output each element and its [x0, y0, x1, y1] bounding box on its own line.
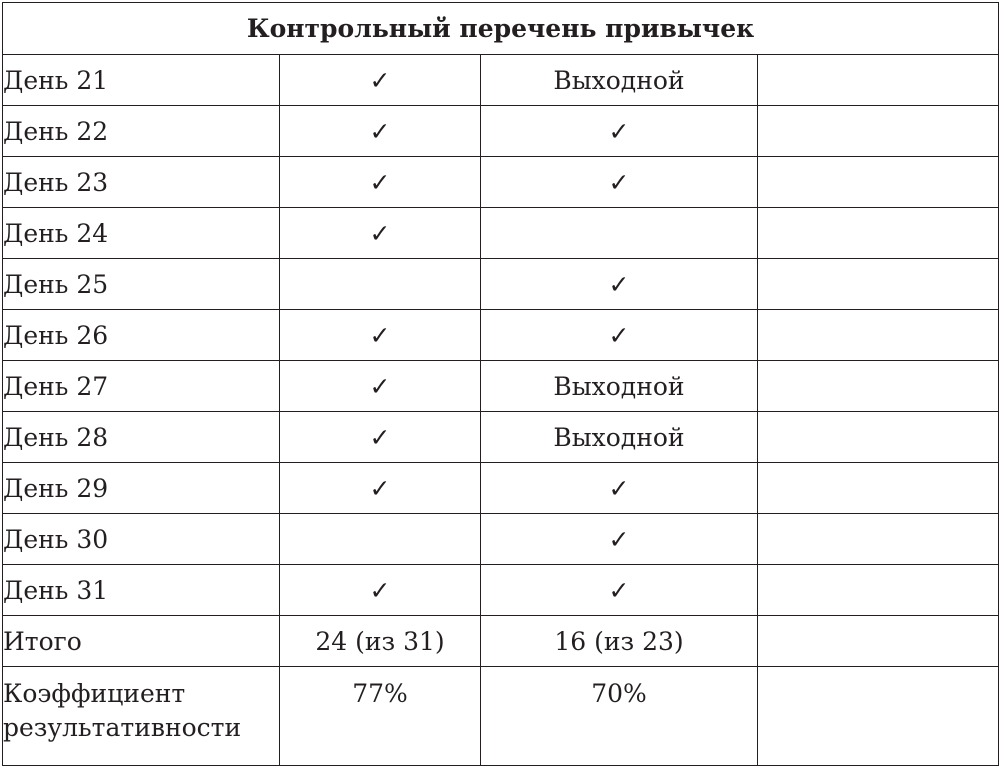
day-label: День 25: [3, 259, 280, 310]
day-label: День 22: [3, 106, 280, 157]
table-row: [3, 157, 999, 208]
cell-col3: [758, 259, 999, 310]
table-row: [3, 514, 999, 565]
ratio-label: [3, 667, 280, 766]
day-label: День 27: [3, 361, 280, 412]
ratio-col3: [758, 667, 999, 766]
table-row: [3, 565, 999, 616]
total-col2: 16 (из 23): [481, 616, 758, 667]
cell-col2: ✓: [481, 106, 758, 157]
cell-col2: Выходной: [481, 361, 758, 412]
cell-col3: [758, 157, 999, 208]
habit-checklist-table: [2, 2, 999, 766]
day-label: День 21: [3, 55, 280, 106]
cell-col3: [758, 463, 999, 514]
cell-col1: ✓: [280, 412, 481, 463]
cell-col3: [758, 412, 999, 463]
cell-col1: ✓: [280, 310, 481, 361]
cell-col2: ✓: [481, 565, 758, 616]
day-label: День 31: [3, 565, 280, 616]
cell-col1: ✓: [280, 361, 481, 412]
cell-col1: ✓: [280, 463, 481, 514]
cell-col3: [758, 565, 999, 616]
cell-col1: [280, 259, 481, 310]
day-label: День 24: [3, 208, 280, 259]
cell-col2: ✓: [481, 463, 758, 514]
cell-col1: [280, 514, 481, 565]
table-body: [3, 55, 999, 616]
day-label: День 29: [3, 463, 280, 514]
cell-col3: [758, 310, 999, 361]
cell-col1: ✓: [280, 565, 481, 616]
cell-col3: [758, 106, 999, 157]
ratio-label-line2: результативности: [3, 713, 242, 742]
day-label: День 26: [3, 310, 280, 361]
cell-col2: ✓: [481, 310, 758, 361]
cell-col1: ✓: [280, 208, 481, 259]
cell-col1: ✓: [280, 157, 481, 208]
day-label: День 28: [3, 412, 280, 463]
table-row: [3, 208, 999, 259]
ratio-col2: 70%: [481, 667, 758, 766]
total-row: [3, 616, 999, 667]
total-col1: 24 (из 31): [280, 616, 481, 667]
cell-col2: ✓: [481, 514, 758, 565]
cell-col3: [758, 361, 999, 412]
table-row: [3, 412, 999, 463]
table-row: [3, 463, 999, 514]
cell-col3: [758, 55, 999, 106]
table-row: [3, 310, 999, 361]
table-row: [3, 259, 999, 310]
cell-col1: ✓: [280, 106, 481, 157]
cell-col2: Выходной: [481, 412, 758, 463]
day-label: День 23: [3, 157, 280, 208]
table-row: [3, 361, 999, 412]
table-title: Контрольный перечень привычек: [3, 3, 999, 55]
ratio-row: [3, 667, 999, 766]
table-row: [3, 55, 999, 106]
ratio-col1: 77%: [280, 667, 481, 766]
day-label: День 30: [3, 514, 280, 565]
cell-col3: [758, 208, 999, 259]
table-row: [3, 106, 999, 157]
ratio-label-line1: Коэффициент: [3, 679, 186, 708]
cell-col1: ✓: [280, 55, 481, 106]
cell-col2: ✓: [481, 157, 758, 208]
cell-col3: [758, 514, 999, 565]
cell-col2: Выходной: [481, 55, 758, 106]
total-label: Итого: [3, 616, 280, 667]
cell-col2: ✓: [481, 259, 758, 310]
total-col3: [758, 616, 999, 667]
cell-col2: [481, 208, 758, 259]
